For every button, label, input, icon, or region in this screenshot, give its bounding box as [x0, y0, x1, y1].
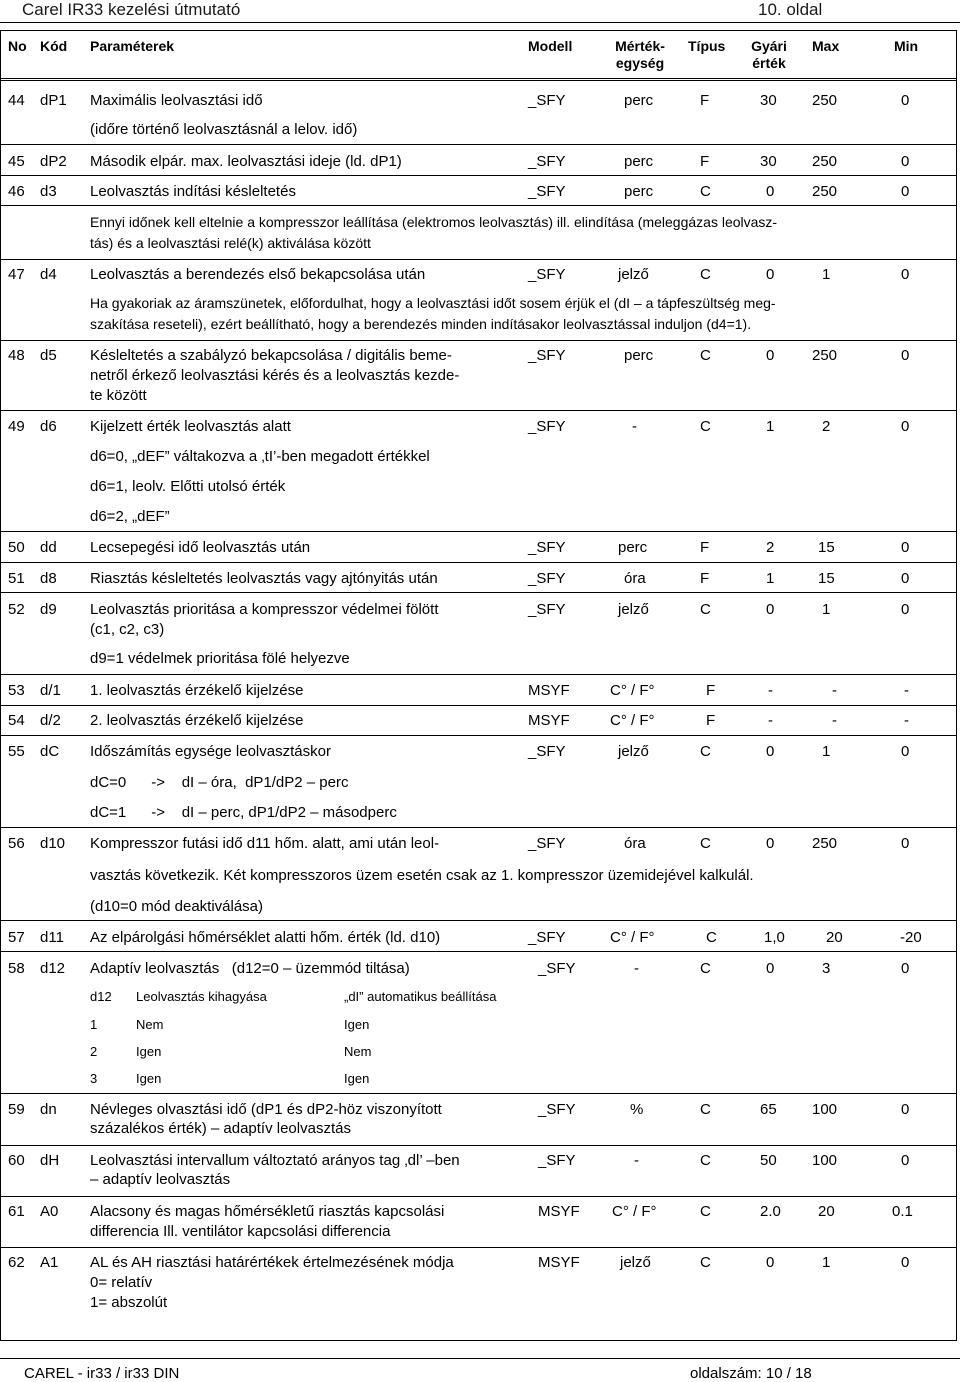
cell-gyari: 0	[766, 1254, 775, 1271]
cell-gyari: 0	[766, 266, 775, 283]
cell-modell: _SFY	[528, 570, 566, 587]
cell-gyari: 0	[766, 183, 775, 200]
cell-kod: dH	[40, 1152, 60, 1169]
cell-param-option: 1= abszolút	[90, 1294, 168, 1311]
cell-kod: dP2	[40, 153, 67, 170]
cell-max: 20	[826, 929, 843, 946]
cell-param: Időszámítás egysége leolvasztáskor	[90, 743, 331, 760]
cell-modell: _SFY	[538, 1101, 576, 1118]
cell-no: 49	[8, 418, 25, 435]
cell-modell: _SFY	[528, 743, 566, 760]
cell-param-option: d6=2, „dEF”	[90, 508, 170, 525]
cell-kod: d11	[40, 929, 64, 946]
cell-param-option: dC=1 -> dI – perc, dP1/dP2 – másodperc	[90, 804, 397, 821]
cell-param-note: Ha gyakoriak az áramszünetek, előfordulhat, hogy a leolvasztási időt sosem érjük el (dI – a tápfeszültség meg-	[90, 295, 776, 311]
header-separator-2	[0, 80, 957, 81]
cell-gyari: 1	[766, 418, 775, 435]
row-separator	[0, 144, 957, 145]
cell-param: Riasztás késleltetés leolvasztás vagy ajtónyitás után	[90, 570, 438, 587]
cell-kod: d3	[40, 183, 57, 200]
cell-gyari: 1	[766, 570, 775, 587]
cell-param-option: dC=0 -> dI – óra, dP1/dP2 – perc	[90, 774, 349, 791]
cell-kod: d12	[40, 960, 66, 977]
row-separator	[0, 827, 957, 828]
cell-max: 1	[822, 266, 831, 283]
cell-param-cont: (c1, c2, c3)	[90, 621, 165, 638]
cell-modell: _SFY	[528, 183, 566, 200]
cell-gyari: 30	[760, 153, 777, 170]
cell-min: 0.1	[892, 1203, 913, 1220]
cell-kod: dn	[40, 1101, 57, 1118]
cell-modell: MSYF	[538, 1254, 580, 1271]
cell-param: Adaptív leolvasztás (d12=0 – üzemmód tiltása)	[90, 960, 410, 977]
cell-kod: d9	[40, 601, 57, 618]
page-indicator: 10. oldal	[758, 0, 823, 19]
cell-min: 0	[901, 601, 910, 618]
cell-param: Kompresszor futási idő d11 hőm. alatt, ami után leol-	[90, 835, 440, 852]
col-header-gyari-line1: Gyári	[751, 38, 787, 54]
cell-max: -	[832, 682, 837, 699]
cell-no: 62	[8, 1254, 25, 1271]
cell-param-option: d6=1, leolv. Előtti utolsó érték	[90, 478, 286, 495]
cell-min: 0	[901, 153, 910, 170]
cell-unit: -	[632, 418, 637, 435]
cell-gyari: 65	[760, 1101, 777, 1118]
d12-table-header-code: d12	[90, 989, 112, 1004]
cell-min: 0	[901, 835, 910, 852]
cell-tipus: C	[700, 347, 711, 364]
cell-param-cont: netről érkező leolvasztási kérés és a leolvasztás kezde-	[90, 367, 460, 384]
cell-kod: d/1	[40, 682, 61, 699]
cell-unit: C° / F°	[610, 929, 655, 946]
cell-modell: _SFY	[528, 835, 566, 852]
cell-unit: perc	[624, 92, 654, 109]
cell-gyari: -	[768, 682, 773, 699]
cell-param: Második elpár. max. leolvasztási ideje (ld. dP1)	[90, 153, 402, 170]
cell-min: 0	[901, 183, 910, 200]
cell-min: 0	[901, 92, 910, 109]
col-header-no: No	[8, 38, 27, 54]
cell-no: 57	[8, 929, 25, 946]
cell-param: Leolvasztási intervallum változtató arányos tag ‚dl’ –ben	[90, 1152, 460, 1169]
cell-gyari: 0	[766, 347, 775, 364]
cell-modell: _SFY	[538, 1152, 576, 1169]
cell-no: 60	[8, 1152, 25, 1169]
d12-table-cell: Nem	[136, 1017, 164, 1032]
d12-table-cell: Igen	[136, 1071, 162, 1086]
cell-no: 61	[8, 1203, 25, 1220]
cell-param: 2. leolvasztás érzékelő kijelzése	[90, 712, 304, 729]
cell-unit: C° / F°	[610, 712, 655, 729]
cell-gyari: 0	[766, 601, 775, 618]
cell-gyari: 30	[760, 92, 777, 109]
cell-modell: _SFY	[528, 418, 566, 435]
cell-tipus: C	[700, 1254, 711, 1271]
cell-param-cont: – adaptív leolvasztás	[90, 1171, 231, 1188]
cell-modell: MSYF	[528, 682, 570, 699]
cell-max: 15	[818, 539, 835, 556]
cell-kod: d5	[40, 347, 57, 364]
cell-no: 53	[8, 682, 25, 699]
cell-tipus: C	[700, 266, 711, 283]
cell-max: 2	[822, 418, 831, 435]
cell-max: 250	[812, 92, 838, 109]
cell-min: 0	[901, 347, 910, 364]
cell-kod: d6	[40, 418, 57, 435]
col-header-mertekegyseg-line2: egység	[615, 55, 665, 71]
footer-product: CAREL - ir33 / ir33 DIN	[24, 1365, 180, 1382]
cell-min: -20	[900, 929, 922, 946]
cell-gyari: 2.0	[760, 1203, 781, 1220]
cell-param-note: tás) és a leolvasztási relé(k) aktiválása között	[90, 235, 371, 251]
cell-param: AL és AH riasztási határértékek értelmezésének módja	[90, 1254, 454, 1271]
cell-param-cont: vasztás következik. Két kompresszoros üzem esetén csak az 1. kompresszor üzemidejével kalkulál.	[90, 867, 754, 884]
cell-param-cont: százalékos érték) – adaptív leolvasztás	[90, 1120, 351, 1137]
cell-gyari: 1,0	[764, 929, 785, 946]
cell-unit: perc	[624, 347, 654, 364]
col-header-gyari	[748, 38, 790, 72]
cell-max: 250	[812, 347, 838, 364]
d12-table-cell: 3	[90, 1071, 98, 1086]
row-separator	[0, 1093, 957, 1094]
cell-tipus: C	[700, 1101, 711, 1118]
cell-tipus: C	[700, 1203, 711, 1220]
row-separator	[0, 920, 957, 921]
cell-gyari: -	[768, 712, 773, 729]
cell-modell: _SFY	[528, 153, 566, 170]
cell-param-note: szakítása reseteli), ezért beállítható, hogy a berendezés minden indításakor leolvasztással induljon (d4=1).	[90, 316, 752, 332]
cell-kod: A0	[40, 1203, 59, 1220]
cell-no: 44	[8, 92, 25, 109]
row-separator	[0, 705, 957, 706]
row-separator	[0, 735, 957, 736]
cell-kod: dC	[40, 743, 60, 760]
cell-no: 47	[8, 266, 25, 283]
row-separator	[0, 562, 957, 563]
cell-max: -	[832, 712, 837, 729]
cell-kod: d8	[40, 570, 57, 587]
cell-max: 250	[812, 835, 838, 852]
col-header-param: Paraméterek	[90, 38, 175, 54]
cell-param: Az elpárolgási hőmérséklet alatti hőm. érték (ld. d10)	[90, 929, 441, 946]
cell-no: 55	[8, 743, 25, 760]
cell-gyari: 50	[760, 1152, 777, 1169]
col-header-min: Min	[894, 38, 919, 54]
cell-max: 100	[812, 1101, 838, 1118]
cell-no: 48	[8, 347, 25, 364]
cell-kod: d/2	[40, 712, 61, 729]
cell-param: Lecsepegési idő leolvasztás után	[90, 539, 311, 556]
cell-param: Maximális leolvasztási idő	[90, 92, 263, 109]
row-separator	[0, 340, 957, 341]
cell-tipus: C	[700, 960, 711, 977]
col-header-tipus: Típus	[688, 38, 726, 54]
cell-tipus: F	[706, 712, 716, 729]
cell-min: 0	[901, 418, 910, 435]
cell-unit: %	[630, 1101, 644, 1118]
cell-unit: jelző	[618, 743, 649, 760]
cell-min: -	[904, 712, 909, 729]
cell-unit: jelző	[620, 1254, 651, 1271]
cell-param-note: Ennyi időnek kell eltelnie a kompresszor leállítása (elektromos leolvasztás) ill. elindítása (meleggázas leolvasz-	[90, 214, 778, 230]
document-title: Carel IR33 kezelési útmutató	[22, 0, 241, 19]
cell-min: 0	[901, 960, 910, 977]
cell-no: 59	[8, 1101, 25, 1118]
col-header-gyari-line2: érték	[752, 55, 786, 71]
cell-unit: óra	[624, 835, 646, 852]
row-separator	[0, 951, 957, 952]
cell-param: Késleltetés a szabályzó bekapcsolása / digitális beme-	[90, 347, 452, 364]
cell-max: 1	[822, 743, 831, 760]
row-separator	[0, 1145, 957, 1146]
cell-param: Alacsony és magas hőmérsékletű riasztás kapcsolási	[90, 1203, 445, 1220]
col-header-mertekegyseg	[612, 38, 668, 72]
cell-no: 51	[8, 570, 25, 587]
cell-unit: C° / F°	[610, 682, 655, 699]
cell-max: 250	[812, 183, 838, 200]
cell-no: 58	[8, 960, 25, 977]
cell-gyari: 0	[766, 835, 775, 852]
d12-table-cell: Igen	[344, 1071, 370, 1086]
cell-kod: d4	[40, 266, 57, 283]
cell-tipus: F	[700, 92, 710, 109]
cell-unit: -	[634, 960, 639, 977]
cell-unit: perc	[624, 153, 654, 170]
cell-no: 50	[8, 539, 25, 556]
footer-rule	[0, 1358, 960, 1359]
row-separator	[0, 592, 957, 593]
cell-min: 0	[901, 570, 910, 587]
d12-table-cell: 1	[90, 1017, 98, 1032]
cell-tipus: F	[700, 570, 710, 587]
cell-min: -	[904, 682, 909, 699]
d12-table-cell: 2	[90, 1044, 98, 1059]
cell-min: 0	[901, 266, 910, 283]
cell-gyari: 0	[766, 960, 775, 977]
cell-min: 0	[901, 539, 910, 556]
cell-modell: _SFY	[538, 960, 576, 977]
row-separator	[0, 175, 957, 176]
d12-table-cell: Igen	[344, 1017, 370, 1032]
cell-param: Leolvasztás a berendezés első bekapcsolása után	[90, 266, 426, 283]
cell-modell: MSYF	[528, 712, 570, 729]
cell-modell: _SFY	[528, 601, 566, 618]
col-header-max: Max	[812, 38, 840, 54]
cell-min: 0	[901, 1152, 910, 1169]
cell-tipus: F	[700, 539, 710, 556]
cell-unit: jelző	[618, 266, 649, 283]
cell-param: 1. leolvasztás érzékelő kijelzése	[90, 682, 304, 699]
cell-max: 15	[818, 570, 835, 587]
cell-param: Leolvasztás indítási késleltetés	[90, 183, 296, 200]
cell-no: 46	[8, 183, 25, 200]
cell-kod: d10	[40, 835, 66, 852]
row-separator	[0, 205, 957, 206]
cell-max: 1	[822, 601, 831, 618]
cell-tipus: F	[700, 153, 710, 170]
cell-param-cont: differencia Ill. ventilátor kapcsolási differencia	[90, 1223, 391, 1240]
footer-page-number: oldalszám: 10 / 18	[690, 1365, 812, 1382]
cell-param: Leolvasztás prioritása a kompresszor védelmei fölött	[90, 601, 439, 618]
cell-tipus: C	[700, 743, 711, 760]
header-rule	[0, 22, 960, 23]
cell-tipus: C	[700, 601, 711, 618]
cell-param-cont: te között	[90, 387, 147, 404]
cell-param-option: 0= relatív	[90, 1274, 153, 1291]
cell-tipus: C	[700, 1152, 711, 1169]
col-header-kod: Kód	[40, 38, 68, 54]
d12-table-cell: Igen	[136, 1044, 162, 1059]
cell-param-note: (időre történő leolvasztásnál a lelov. idő)	[90, 121, 358, 138]
cell-max: 3	[822, 960, 831, 977]
cell-kod: A1	[40, 1254, 59, 1271]
cell-unit: perc	[618, 539, 648, 556]
cell-tipus: C	[700, 183, 711, 200]
cell-no: 52	[8, 601, 25, 618]
cell-min: 0	[901, 1254, 910, 1271]
cell-tipus: C	[700, 418, 711, 435]
cell-min: 0	[901, 1101, 910, 1118]
d12-table-header-auto: „dI” automatikus beállítása	[344, 989, 497, 1004]
cell-param-option: d6=0, „dEF” váltakozva a ‚tI’-ben megadott értékkel	[90, 448, 430, 465]
row-separator	[0, 674, 957, 675]
cell-unit: -	[634, 1152, 639, 1169]
cell-modell: _SFY	[528, 347, 566, 364]
cell-param: Névleges olvasztási idő (dP1 és dP2-höz viszonyított	[90, 1101, 442, 1118]
cell-unit: óra	[624, 570, 646, 587]
d12-table-cell: Nem	[344, 1044, 372, 1059]
row-separator	[0, 531, 957, 532]
cell-unit: perc	[624, 183, 654, 200]
cell-unit: jelző	[618, 601, 649, 618]
cell-tipus: C	[706, 929, 717, 946]
cell-tipus: F	[706, 682, 716, 699]
cell-modell: MSYF	[538, 1203, 580, 1220]
cell-no: 56	[8, 835, 25, 852]
cell-max: 100	[812, 1152, 838, 1169]
cell-kod: dP1	[40, 92, 67, 109]
row-separator	[0, 259, 957, 260]
cell-max: 1	[822, 1254, 831, 1271]
cell-modell: _SFY	[528, 929, 566, 946]
cell-param: Kijelzett érték leolvasztás alatt	[90, 418, 291, 435]
cell-param-option: d9=1 védelmek prioritása fölé helyezve	[90, 650, 350, 667]
col-header-mertekegyseg-line1: Mérték-	[615, 38, 665, 54]
cell-modell: _SFY	[528, 92, 566, 109]
cell-gyari: 2	[766, 539, 775, 556]
cell-tipus: C	[700, 835, 711, 852]
cell-modell: _SFY	[528, 266, 566, 283]
header-separator	[0, 78, 957, 79]
row-separator	[0, 410, 957, 411]
cell-kod: dd	[40, 539, 57, 556]
cell-gyari: 0	[766, 743, 775, 760]
cell-param-cont: (d10=0 mód deaktiválása)	[90, 898, 264, 915]
cell-max: 20	[818, 1203, 835, 1220]
row-separator	[0, 1196, 957, 1197]
cell-no: 54	[8, 712, 25, 729]
d12-table-header-skip: Leolvasztás kihagyása	[136, 989, 267, 1004]
row-separator	[0, 1247, 957, 1248]
cell-max: 250	[812, 153, 838, 170]
cell-unit: C° / F°	[612, 1203, 657, 1220]
col-header-modell: Modell	[528, 38, 573, 54]
cell-min: 0	[901, 743, 910, 760]
cell-modell: _SFY	[528, 539, 566, 556]
cell-no: 45	[8, 153, 25, 170]
